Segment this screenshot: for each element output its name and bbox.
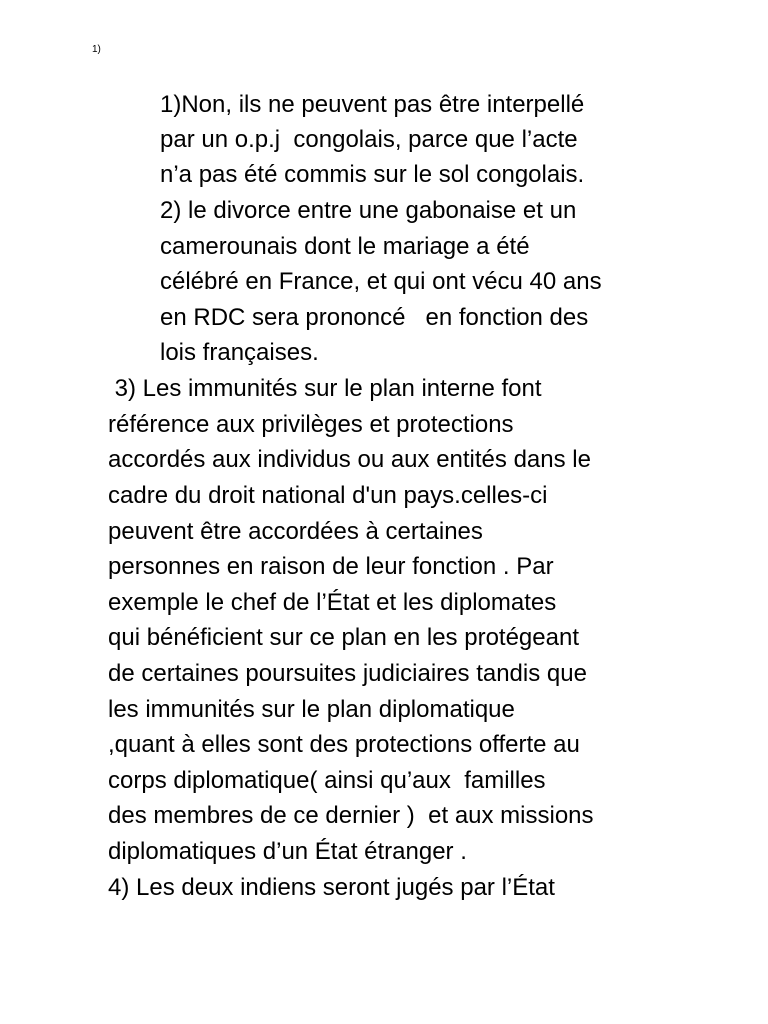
text-line: personnes en raison de leur fonction . Par [108,553,554,580]
text-line: référence aux privilèges et protections [108,411,514,438]
page-marker: 1) [92,44,101,55]
text-line: accordés aux individus ou aux entités dans le [108,446,591,473]
text-line: 1)Non, ils ne peuvent pas être interpellé [160,91,585,118]
text-line: ,quant à elles sont des protections offerte au [108,731,580,758]
text-line: 2) le divorce entre une gabonaise et un [160,197,577,224]
text-line: n’a pas été commis sur le sol congolais. [160,161,585,188]
text-line: peuvent être accordées à certaines [108,518,483,545]
text-line: par un o.p.j congolais, parce que l’acte [160,126,578,153]
text-line: des membres de ce dernier ) et aux missions [108,802,594,829]
text-line: diplomatiques d’un État étranger . [108,838,467,865]
text-line: cadre du droit national d'un pays.celles-ci [108,482,548,509]
text-line: de certaines poursuites judiciaires tandis que [108,660,587,687]
text-line: exemple le chef de l’État et les diplomates [108,589,557,616]
text-line: qui bénéficient sur ce plan en les protégeant [108,624,579,651]
text-line: en RDC sera prononcé en fonction des [160,304,589,331]
text-line: les immunités sur le plan diplomatique [108,696,515,723]
text-line: célébré en France, et qui ont vécu 40 ans [160,268,602,295]
text-line: lois françaises. [160,339,319,366]
text-line: 3) Les immunités sur le plan interne font [108,375,542,402]
text-line: camerounais dont le mariage a été [160,233,530,260]
text-line: 4) Les deux indiens seront jugés par l’État [108,874,555,901]
text-line: corps diplomatique( ainsi qu’aux familles [108,767,546,794]
